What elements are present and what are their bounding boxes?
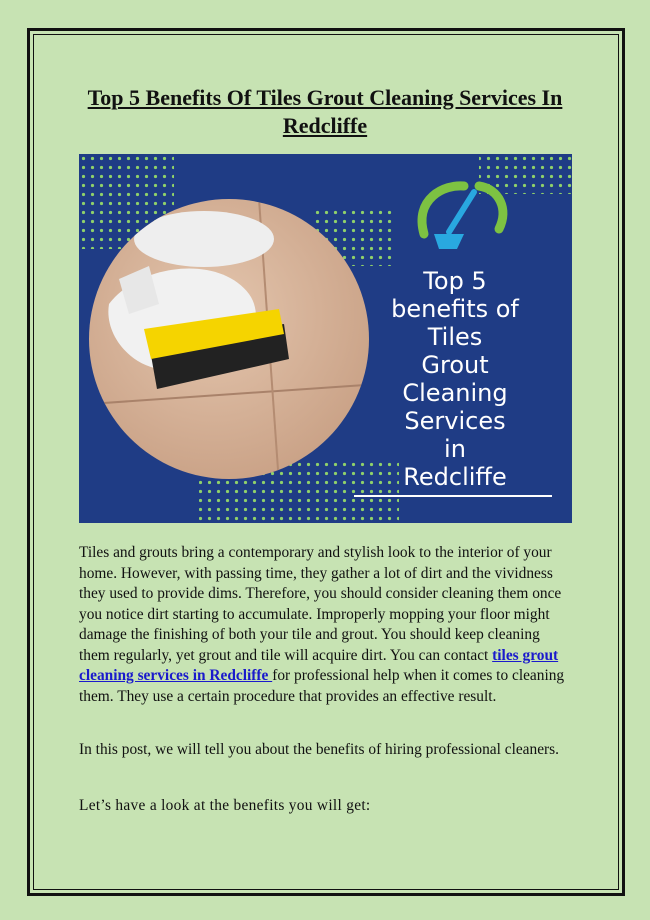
hero-line: Tiles xyxy=(427,323,483,351)
intro-text-before: Tiles and grouts bring a contemporary and stylish look to the interior of your home. However, with passing time, they gather a lot of dirt and the vividness they used to provide dims. Therefore, you should consider cleaning them once you notice dirt starting to accumulate. Improperly mopping your floor might damage the finishing of both your tile and grout. You should keep cleaning them regularly, yet grout and tile will acquire dirt. You can contact xyxy=(79,544,562,664)
hero-line: Grout xyxy=(421,351,489,379)
hero-line: benefits of xyxy=(391,295,519,323)
hero-line: Services xyxy=(404,407,506,435)
hero-image xyxy=(79,154,572,523)
intro-paragraph xyxy=(79,543,569,707)
service-link[interactable]: tiles grout cleaning services in Redcliffe xyxy=(79,646,559,684)
benefits-lead-paragraph: Let’s have a look at the benefits you will get: xyxy=(79,797,371,814)
hero-illustration xyxy=(79,154,572,523)
broom-logo-icon xyxy=(422,186,503,249)
intro-text-after: for professional help when it comes to cleaning them. They use a certain procedure that provides an effective result. xyxy=(79,667,565,705)
hero-line: Top 5 xyxy=(423,267,487,295)
hero-line: Redcliffe xyxy=(403,463,507,491)
post-summary-paragraph: In this post, we will tell you about the benefits of hiring professional cleaners. xyxy=(79,741,559,758)
hero-line: Cleaning xyxy=(402,379,508,407)
hero-text xyxy=(391,267,519,491)
hero-line: in xyxy=(444,435,466,463)
article-title: Top 5 Benefits Of Tiles Grout Cleaning Services In Redcliffe xyxy=(87,85,563,138)
